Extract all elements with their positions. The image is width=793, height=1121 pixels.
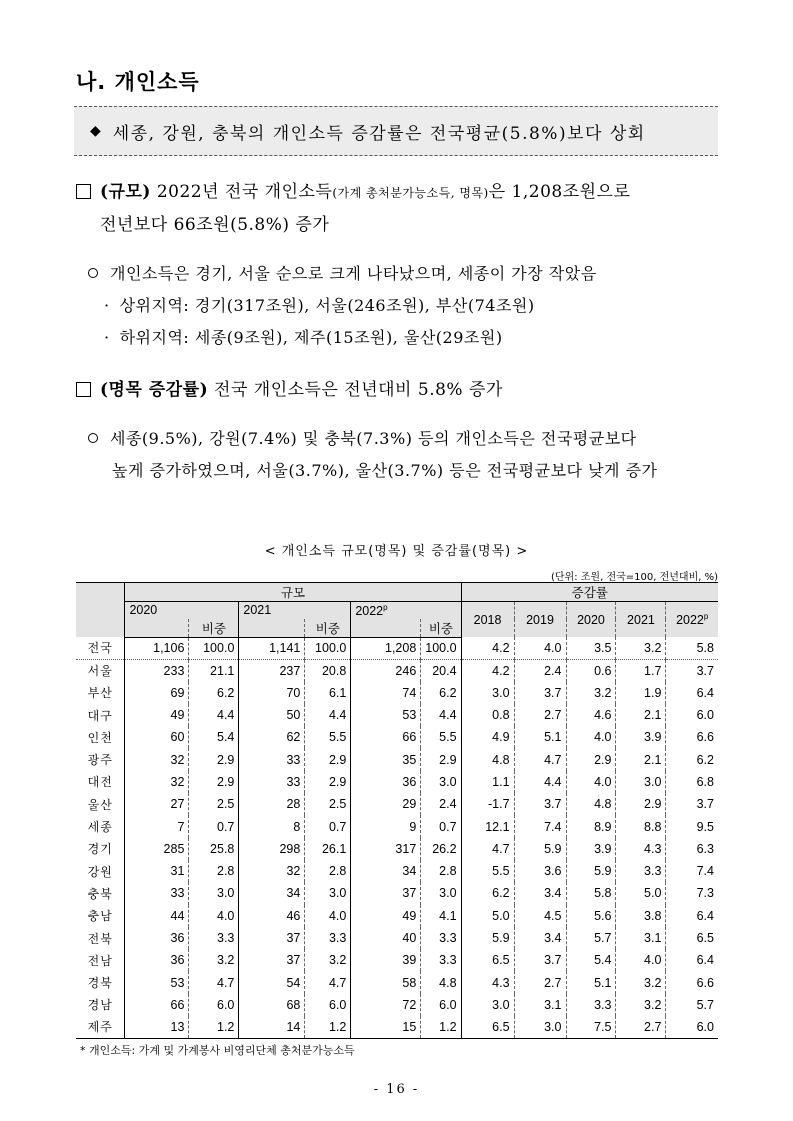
value-cell: 3.3 [189,927,239,949]
value-cell: 2.7 [514,971,566,993]
value-cell: 0.7 [305,815,351,837]
value-cell: 1,208 [351,637,421,659]
value-cell: 54 [239,971,305,993]
value-cell: 36 [351,771,421,793]
value-cell: 3.4 [514,927,566,949]
ranking-text: 개인소득은 경기, 서울 순으로 크게 나타났으며, 세종이 가장 작았음 [110,264,597,283]
value-cell: 3.9 [616,726,666,748]
value-cell: 5.4 [566,949,616,971]
diamond-bullet-icon: ◆ [90,123,101,139]
value-cell: 4.0 [616,949,666,971]
table-row [76,726,718,748]
value-cell: 6.3 [666,838,718,860]
value-cell: 3.2 [305,949,351,971]
value-cell: 14 [239,1016,305,1038]
value-cell: 58 [351,971,421,993]
value-cell: 6.1 [305,682,351,704]
value-cell: 2.9 [189,748,239,770]
value-cell: 7.3 [666,882,718,904]
checkbox-square-icon [76,184,91,199]
value-cell: 6.6 [666,971,718,993]
value-cell: 3.7 [666,659,718,681]
region-name-cell: 충남 [87,909,113,924]
value-cell: 5.0 [616,882,666,904]
value-cell: 49 [125,704,189,726]
value-cell: 3.0 [305,882,351,904]
value-cell: 5.0 [461,905,514,927]
value-cell: 74 [351,682,421,704]
value-cell: 2.9 [189,771,239,793]
value-cell: 3.7 [514,949,566,971]
value-cell: 68 [239,994,305,1016]
value-cell: 21.1 [189,659,239,681]
value-cell: 5.4 [189,726,239,748]
ranking-subsection [88,258,597,354]
share-header: 비중 [189,619,239,638]
circle-bullet-icon [88,433,98,443]
value-cell: 4.1 [421,905,461,927]
top-regions: 상위지역: 경기(317조원), 서울(246조원), 부산(74조원) [119,296,535,315]
value-cell: 34 [239,882,305,904]
region-name-cell: 인천 [87,730,113,745]
value-cell: 25.8 [189,838,239,860]
circle-bullet-icon [88,268,98,278]
value-cell: 5.8 [566,882,616,904]
value-cell: 2.4 [514,659,566,681]
value-cell: 6.6 [666,726,718,748]
value-cell: 3.2 [616,971,666,993]
value-cell: 3.3 [616,860,666,882]
value-cell: 46 [239,905,305,927]
value-cell: 72 [351,994,421,1016]
value-cell: 4.5 [514,905,566,927]
value-cell: 1.9 [616,682,666,704]
value-cell: 0.8 [461,704,514,726]
value-cell: 9.5 [666,815,718,837]
bottom-regions: 하위지역: 세종(9조원), 제주(15조원), 울산(29조원) [119,328,503,347]
region-name-cell: 대구 [87,708,113,723]
table-row [76,927,718,949]
value-cell: 5.9 [566,860,616,882]
region-header-cell [76,583,125,638]
value-cell: 62 [239,726,305,748]
value-cell: 100.0 [305,637,351,659]
value-cell: 3.7 [514,793,566,815]
growth-sub-line2: 높게 증가하였으며, 서울(3.7%), 울산(3.7%) 등은 전국평균보다 낮게 증가 [112,461,658,480]
value-cell: 4.6 [566,704,616,726]
value-cell: 3.7 [514,682,566,704]
value-cell: 3.7 [666,793,718,815]
value-cell: 60 [125,726,189,748]
value-cell: 1.7 [616,659,666,681]
value-cell: 5.1 [514,726,566,748]
value-cell: 5.7 [566,927,616,949]
value-cell: 66 [125,994,189,1016]
region-name-cell: 충북 [87,886,113,901]
scale-group-header: 규모 [125,583,461,602]
value-cell: 7.5 [566,1016,616,1038]
growth-year-header: 2019 [514,602,566,638]
value-cell: 6.4 [666,949,718,971]
value-cell: 20.8 [305,659,351,681]
value-cell: 4.4 [189,704,239,726]
growth-year-header: 2018 [461,602,514,638]
region-name-cell: 세종 [87,820,113,835]
value-cell: 36 [125,949,189,971]
year-2020-header: 2020 [125,602,239,619]
value-cell: 40 [351,927,421,949]
value-cell: 53 [351,704,421,726]
value-cell: 6.2 [461,882,514,904]
value-cell: 2.1 [616,748,666,770]
value-cell: 5.5 [421,726,461,748]
value-cell: 3.0 [461,994,514,1016]
share-header: 비중 [305,619,351,638]
value-cell: 100.0 [189,637,239,659]
value-cell: 3.1 [514,994,566,1016]
growth-sub-line1: 세종(9.5%), 강원(7.4%) 및 충북(7.3%) 등의 개인소득은 전국평균보다 [110,429,637,448]
region-name-cell: 부산 [87,686,113,701]
value-cell: 3.0 [421,771,461,793]
value-cell: 4.4 [421,704,461,726]
value-cell: 4.0 [514,637,566,659]
value-cell: 5.8 [666,637,718,659]
value-cell: 26.1 [305,838,351,860]
table-title: < 개인소득 규모(명목) 및 증감률(명목) > [264,544,529,559]
growth-subsection [88,423,657,487]
value-cell: 7.4 [514,815,566,837]
region-name-cell: 제주 [76,1016,125,1038]
value-cell: 3.8 [616,905,666,927]
table-row [76,637,718,659]
table-row [76,815,718,837]
summary-text: 세종, 강원, 충북의 개인소득 증감률은 전국평균(5.8%)보다 상회 [112,123,646,144]
share-header: 비중 [421,619,461,638]
value-cell: 3.1 [616,927,666,949]
value-cell: 4.2 [461,637,514,659]
value-cell: 37 [351,882,421,904]
value-cell: 4.9 [461,726,514,748]
value-cell: 6.0 [305,994,351,1016]
year-2021-header: 2021 [239,602,351,619]
value-cell: 4.0 [566,726,616,748]
value-cell: 2.9 [566,748,616,770]
value-cell: 32 [239,860,305,882]
value-cell: 28 [239,793,305,815]
region-name-cell: 경북 [87,976,113,991]
value-cell: 8 [239,815,305,837]
value-cell: 1,141 [239,637,305,659]
table-row [76,682,718,704]
value-cell: 3.0 [461,682,514,704]
value-cell: 5.1 [566,971,616,993]
value-cell: 2.9 [421,748,461,770]
value-cell: 4.8 [566,793,616,815]
value-cell: 6.2 [421,682,461,704]
region-name-cell: 전국 [76,637,125,659]
value-cell: 3.3 [305,927,351,949]
value-cell: 13 [125,1016,189,1038]
table-row [76,838,718,860]
value-cell: 6.0 [421,994,461,1016]
value-cell: 4.0 [305,905,351,927]
value-cell: 3.3 [421,949,461,971]
footnote: * 개인소득: 가계 및 가계봉사 비영리단체 총처분가능소득 [80,1044,355,1057]
value-cell: 3.2 [189,949,239,971]
value-cell: 317 [351,838,421,860]
region-name-cell: 전남 [87,953,113,968]
value-cell: 9 [351,815,421,837]
region-name-cell: 전북 [87,931,113,946]
table-row [76,949,718,971]
value-cell: 2.7 [616,1016,666,1038]
section-title: 나. 개인소득 [76,70,200,94]
value-cell: 33 [239,771,305,793]
scale-label: (규모) [100,182,151,202]
page-number: - 16 - [373,1082,420,1097]
value-cell: 5.5 [305,726,351,748]
value-cell: 3.9 [566,838,616,860]
value-cell: 6.4 [666,682,718,704]
value-cell: 5.9 [461,927,514,949]
value-cell: 3.0 [421,882,461,904]
value-cell: 32 [125,771,189,793]
value-cell: 4.8 [421,971,461,993]
scale-line1-b: 은 1,208조원으로 [488,182,631,202]
value-cell: 34 [351,860,421,882]
table-row [76,704,718,726]
value-cell: 3.2 [616,637,666,659]
value-cell: 4.3 [461,971,514,993]
value-cell: 3.0 [514,1016,566,1038]
value-cell: 31 [125,860,189,882]
value-cell: 3.0 [616,771,666,793]
checkbox-square-icon [76,382,91,397]
value-cell: -1.7 [461,793,514,815]
value-cell: 5.5 [461,860,514,882]
growth-label: (명목 증감률) [100,380,209,400]
value-cell: 4.4 [305,704,351,726]
table-row [76,771,718,793]
value-cell: 4.7 [189,971,239,993]
year-2022-header: 2022$^p$ [351,602,461,619]
value-cell: 2.5 [305,793,351,815]
table-row [76,905,718,927]
value-cell: 3.3 [566,994,616,1016]
table-row [76,860,718,882]
value-cell: 8.8 [616,815,666,837]
value-cell: 4.0 [189,905,239,927]
value-cell: 7 [125,815,189,837]
growth-group-header: 증감률 [461,583,718,602]
value-cell: 6.4 [666,905,718,927]
value-cell: 32 [125,748,189,770]
value-cell: 1.2 [189,1016,239,1038]
table-row [76,659,718,681]
value-cell: 4.4 [514,771,566,793]
value-cell: 29 [351,793,421,815]
region-name-cell: 경남 [87,998,113,1013]
value-cell: 4.2 [461,659,514,681]
value-cell: 6.8 [666,771,718,793]
value-cell: 6.5 [461,949,514,971]
value-cell: 36 [125,927,189,949]
table-row [76,1016,718,1038]
region-name-cell: 울산 [87,797,113,812]
value-cell: 298 [239,838,305,860]
value-cell: 1.2 [421,1016,461,1038]
table-row [76,793,718,815]
scale-line2: 전년보다 66조원(5.8%) 증가 [100,215,330,235]
value-cell: 4.3 [616,838,666,860]
dot-bullet-icon: · [104,296,110,315]
scale-line1-note: (가계 총처분가능소득, 명목) [332,186,489,200]
region-name-cell: 경기 [87,842,113,857]
income-table [76,582,718,1039]
table-row [76,882,718,904]
region-name-cell: 광주 [87,753,113,768]
value-cell: 6.0 [189,994,239,1016]
value-cell: 5.7 [666,994,718,1016]
value-cell: 49 [351,905,421,927]
value-cell: 2.5 [189,793,239,815]
growth-year-header: 2020 [566,602,616,638]
value-cell: 1.2 [305,1016,351,1038]
value-cell: 44 [125,905,189,927]
value-cell: 35 [351,748,421,770]
value-cell: 0.6 [566,659,616,681]
value-cell: 66 [351,726,421,748]
value-cell: 53 [125,971,189,993]
value-cell: 6.0 [666,1016,718,1038]
value-cell: 6.5 [666,927,718,949]
value-cell: 6.0 [666,704,718,726]
value-cell: 4.7 [305,971,351,993]
table-row [76,971,718,993]
value-cell: 3.5 [566,637,616,659]
table-row [76,994,718,1016]
value-cell: 5.6 [566,905,616,927]
value-cell: 6.2 [666,748,718,770]
value-cell: 237 [239,659,305,681]
value-cell: 233 [125,659,189,681]
value-cell: 8.9 [566,815,616,837]
scale-line1-a: 2022년 전국 개인소득 [156,182,333,202]
value-cell: 1.1 [461,771,514,793]
value-cell: 4.7 [514,748,566,770]
value-cell: 70 [239,682,305,704]
value-cell: 4.0 [566,771,616,793]
value-cell: 7.4 [666,860,718,882]
table-unit: (단위: 조원, 전국=100, 전년대비, %) [551,572,718,583]
value-cell: 5.9 [514,838,566,860]
value-cell: 2.8 [421,860,461,882]
value-cell: 26.2 [421,838,461,860]
value-cell: 6.2 [189,682,239,704]
value-cell: 3.2 [566,682,616,704]
region-name-cell: 대전 [87,775,113,790]
value-cell: 33 [239,748,305,770]
value-cell: 37 [239,949,305,971]
table-body [76,637,718,1038]
region-name-cell: 서울 [87,664,113,679]
region-name-cell: 강원 [87,864,113,879]
value-cell: 27 [125,793,189,815]
value-cell: 6.5 [461,1016,514,1038]
dot-bullet-icon: · [104,328,110,347]
value-cell: 50 [239,704,305,726]
value-cell: 2.9 [305,771,351,793]
value-cell: 39 [351,949,421,971]
growth-paragraph [76,374,503,406]
value-cell: 15 [351,1016,421,1038]
value-cell: 3.6 [514,860,566,882]
value-cell: 2.4 [421,793,461,815]
value-cell: 285 [125,838,189,860]
value-cell: 2.8 [189,860,239,882]
value-cell: 33 [125,882,189,904]
value-cell: 3.2 [616,994,666,1016]
value-cell: 4.7 [461,838,514,860]
value-cell: 20.4 [421,659,461,681]
value-cell: 2.1 [616,704,666,726]
table-row [76,748,718,770]
value-cell: 2.9 [305,748,351,770]
value-cell: 37 [239,927,305,949]
growth-year-header: 2021 [616,602,666,638]
value-cell: 0.7 [421,815,461,837]
value-cell: 3.0 [189,882,239,904]
value-cell: 3.3 [421,927,461,949]
value-cell: 2.7 [514,704,566,726]
growth-year-header: 2022$^p$ [666,602,718,638]
value-cell: 0.7 [189,815,239,837]
value-cell: 2.9 [616,793,666,815]
scale-paragraph [76,176,630,241]
value-cell: 246 [351,659,421,681]
value-cell: 3.4 [514,882,566,904]
value-cell: 1,106 [125,637,189,659]
value-cell: 12.1 [461,815,514,837]
value-cell: 2.8 [305,860,351,882]
value-cell: 100.0 [421,637,461,659]
summary-box [74,106,718,156]
value-cell: 4.8 [461,748,514,770]
growth-text: 전국 개인소득은 전년대비 5.8% 증가 [214,380,503,400]
value-cell: 69 [125,682,189,704]
